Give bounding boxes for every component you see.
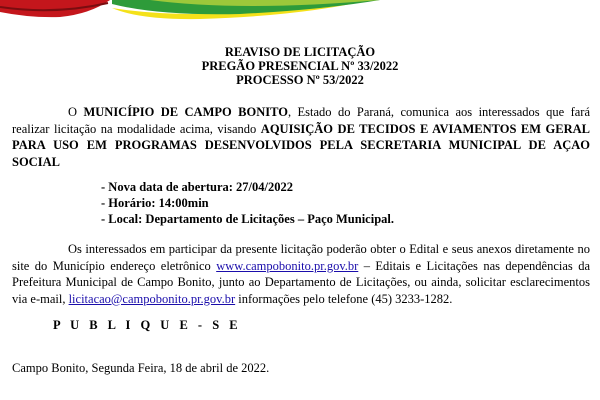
title-pregao: PREGÃO PRESENCIAL Nº 33/2022	[201, 59, 399, 73]
title-processo: PROCESSO Nº 53/2022	[236, 73, 364, 87]
detail-horario: - Horário: 14:00min	[101, 196, 209, 210]
closing-date-line: Campo Bonito, Segunda Feira, 18 de abril de 2022.	[12, 361, 270, 375]
details-list	[101, 179, 394, 227]
website-link[interactable]: www.campobonito.pr.gov.br	[216, 258, 359, 273]
info-paragraph	[12, 241, 590, 307]
intro-objeto: AQUISIÇÃO DE TECIDOS E AVIAMENTOS EM GERAL PARA USO EM PROGRAMAS DESENVOLVIDOS PELA SECRETARIA MUNICIPAL DE AÇAO SOCIAL	[12, 121, 590, 169]
detail-local: - Local: Departamento de Licitações – Paço Municipal.	[101, 212, 395, 226]
info-part2: – Editais e Licitações nas dependências da Prefeitura Municipal de Campo Bonito, junto ao Departamento de Licitações, ou ainda, solicitar esclarecimentos via e-mail,	[12, 258, 590, 306]
info-part1: Os interessados em participar da presente licitação poderão obter o Edital e seus anexos diretamente no site do Município endereço eletrônico	[12, 242, 590, 273]
info-part3: informações pelo telefone (45) 3233-1282.	[235, 291, 453, 306]
intro-municipio: MUNICÍPIO DE CAMPO BONITO	[83, 105, 288, 119]
publique-se: P U B L I Q U E - S E	[53, 318, 242, 332]
municipality-logo	[0, 0, 600, 22]
email-link[interactable]: licitacao@campobonito.pr.gov.br	[68, 291, 236, 306]
title-reaviso: REAVISO DE LICITAÇÃO	[224, 45, 376, 59]
intro-paragraph	[12, 104, 590, 170]
detail-data-abertura: - Nova data de abertura: 27/04/2022	[101, 180, 293, 194]
header-logo-strip	[0, 0, 600, 22]
intro-part1: O	[68, 105, 84, 119]
intro-part2: , Estado do Paraná, comunica aos interessados que fará realizar licitação na modalidade acima, visando	[12, 105, 590, 136]
document-titles	[0, 45, 600, 87]
